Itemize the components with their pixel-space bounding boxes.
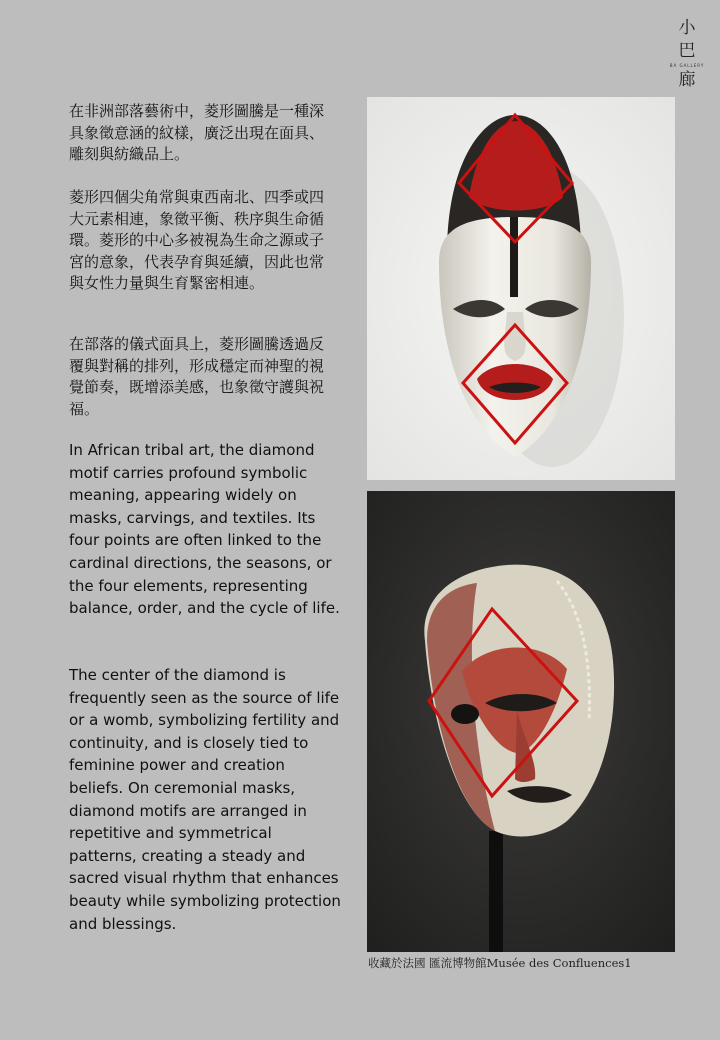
zh-paragraph-1: 在非洲部落藝術中，菱形圖騰是一種深具象徵意涵的紋樣，廣泛出現在面具、雕刻與紡織品上。 xyxy=(69,102,325,163)
mask-photo-2 xyxy=(367,491,675,952)
logo-subtitle: BA GALLERY xyxy=(669,63,705,68)
logo-char-3: 廊 xyxy=(678,70,696,90)
en-paragraph-1: In African tribal art, the diamond motif carries profound symbolic meaning, appearing widely on masks, carvings, and textiles. Its four points are often linked to the cardinal directions, the seasons, or the four elements, representing balance, order, and the cycle of life. xyxy=(69,441,340,618)
photo-caption: 收藏於法國 匯流博物館Musée des Confluences1 xyxy=(368,956,632,970)
logo-char-1: 小 xyxy=(678,18,696,38)
zh-paragraph-2: 菱形四個尖角常與東西南北、四季或四大元素相連，象徵平衡、秩序與生命循環。菱形的中心多被視為生命之源或子宮的意象，代表孕育與延續，因此也常與女性力量與生育緊密相連。 xyxy=(69,188,325,292)
mask-photo-1 xyxy=(367,97,675,480)
logo-char-2: 巴 xyxy=(678,41,696,61)
zh-paragraph-3: 在部落的儀式面具上，菱形圖騰透過反覆與對稱的排列，形成穩定而神聖的視覺節奏，既增添美感，也象徵守護與祝福。 xyxy=(69,335,325,418)
en-paragraph-2: The center of the diamond is frequently seen as the source of life or a womb, symbolizing fertility and continuity, and is closely tied to feminine power and creation beliefs. On ceremonial masks, diamond motifs are arranged in repetitive and symmetrical patterns, creating a steady and sacred visual rhythm that enhances beauty while symbolizing protection and blessings. xyxy=(69,666,341,933)
gallery-logo xyxy=(664,20,710,95)
